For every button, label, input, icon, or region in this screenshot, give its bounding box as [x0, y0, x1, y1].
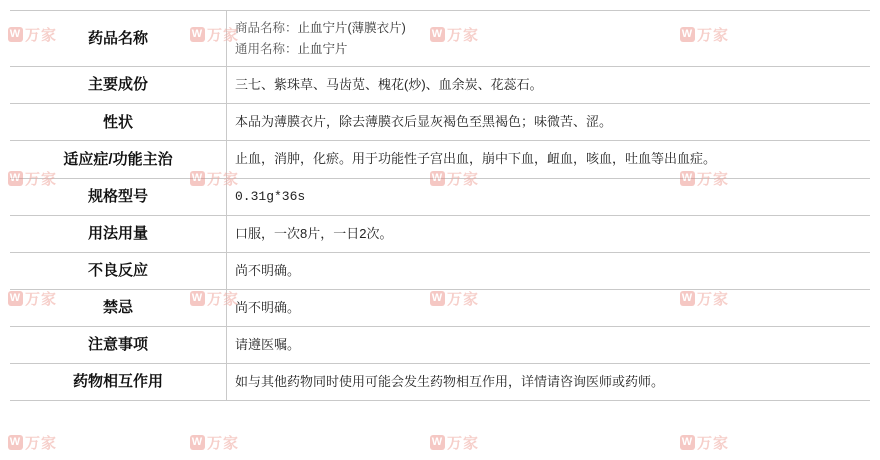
row-value: 本品为薄膜衣片，除去薄膜衣后显灰褐色至黑褐色；味微苦、涩。	[235, 114, 613, 130]
generic-name-line	[235, 39, 862, 60]
watermark-text: 万家	[25, 171, 58, 188]
table-row	[10, 289, 870, 326]
row-label: 主要成份	[10, 67, 227, 104]
watermark-badge-icon: W	[9, 28, 22, 40]
table-row	[10, 67, 870, 104]
row-value: 尚不明确。	[235, 262, 301, 278]
watermark-badge-icon: W	[191, 436, 204, 448]
watermark-badge-icon: W	[191, 172, 204, 184]
watermark-badge-icon: W	[681, 28, 694, 40]
watermark-badge-icon: W	[9, 436, 22, 448]
watermark-text: 万家	[25, 291, 58, 308]
watermark-text: 万家	[697, 27, 730, 44]
generic-name-value: 止血宁片	[297, 41, 348, 56]
product-name-key: 商品名称：	[235, 21, 298, 35]
row-label: 药物相互作用	[10, 364, 227, 401]
drug-spec-table	[10, 10, 870, 401]
row-label: 适应症/功能主治	[10, 141, 227, 178]
row-value: 如与其他药物同时使用可能会发生药物相互作用，详情请咨询医师或药师。	[235, 374, 665, 389]
watermark-badge-icon: W	[431, 436, 444, 448]
watermark-badge-icon: W	[681, 172, 694, 184]
watermark-text: 万家	[447, 27, 480, 44]
watermark-logo	[190, 432, 239, 453]
product-name-value: 止血宁片(薄膜衣片)	[297, 21, 406, 35]
watermark-text: 万家	[697, 435, 730, 452]
row-label: 规格型号	[10, 178, 227, 215]
watermark-badge-icon: W	[431, 292, 444, 304]
table-row	[10, 178, 870, 215]
watermark-text: 万家	[697, 171, 730, 188]
row-value	[227, 11, 871, 67]
watermark-badge-icon: W	[431, 28, 444, 40]
row-value: 止血，消肿，化瘀。用于功能性子宫出血，崩中下血，衄血，咳血，吐血等出血症。	[235, 151, 717, 167]
watermark-badge-icon: W	[681, 436, 694, 448]
watermark-text: 万家	[207, 291, 240, 308]
watermark-text: 万家	[447, 435, 480, 452]
row-label: 禁忌	[10, 289, 227, 326]
row-value: 尚不明确。	[235, 299, 301, 315]
generic-name-key: 通用名称：	[235, 41, 298, 56]
drug-spec-table-body	[10, 11, 870, 401]
row-label: 药品名称	[10, 11, 227, 67]
watermark-badge-icon: W	[191, 28, 204, 40]
watermark-logo	[430, 432, 479, 453]
row-label: 用法用量	[10, 215, 227, 252]
watermark-logo	[8, 432, 57, 453]
table-row	[10, 326, 870, 363]
row-value: 0.31g*36s	[235, 188, 306, 204]
watermark-text: 万家	[697, 291, 730, 308]
watermark-text: 万家	[207, 171, 240, 188]
product-name-line	[235, 18, 862, 39]
table-row	[10, 215, 870, 252]
watermark-badge-icon: W	[191, 292, 204, 304]
row-value: 请遵医嘱。	[235, 336, 301, 352]
watermark-badge-icon: W	[681, 292, 694, 304]
watermark-text: 万家	[447, 171, 480, 188]
table-row	[10, 104, 870, 141]
watermark-text: 万家	[207, 27, 240, 44]
row-label: 不良反应	[10, 252, 227, 289]
watermark-logo	[680, 432, 729, 453]
row-label: 性状	[10, 104, 227, 141]
table-row	[10, 252, 870, 289]
table-row	[10, 364, 870, 401]
watermark-badge-icon: W	[9, 292, 22, 304]
row-label: 注意事项	[10, 326, 227, 363]
table-row	[10, 141, 870, 178]
row-value: 口服，一次8片，一日2次。	[235, 225, 393, 241]
watermark-badge-icon: W	[9, 172, 22, 184]
watermark-badge-icon: W	[431, 172, 444, 184]
watermark-text: 万家	[207, 435, 240, 452]
table-row	[10, 11, 870, 67]
watermark-text: 万家	[25, 435, 58, 452]
row-value: 三七、紫珠草、马齿苋、槐花(炒)、血余炭、花蕊石。	[235, 77, 543, 93]
watermark-text: 万家	[25, 27, 58, 44]
watermark-text: 万家	[447, 291, 480, 308]
